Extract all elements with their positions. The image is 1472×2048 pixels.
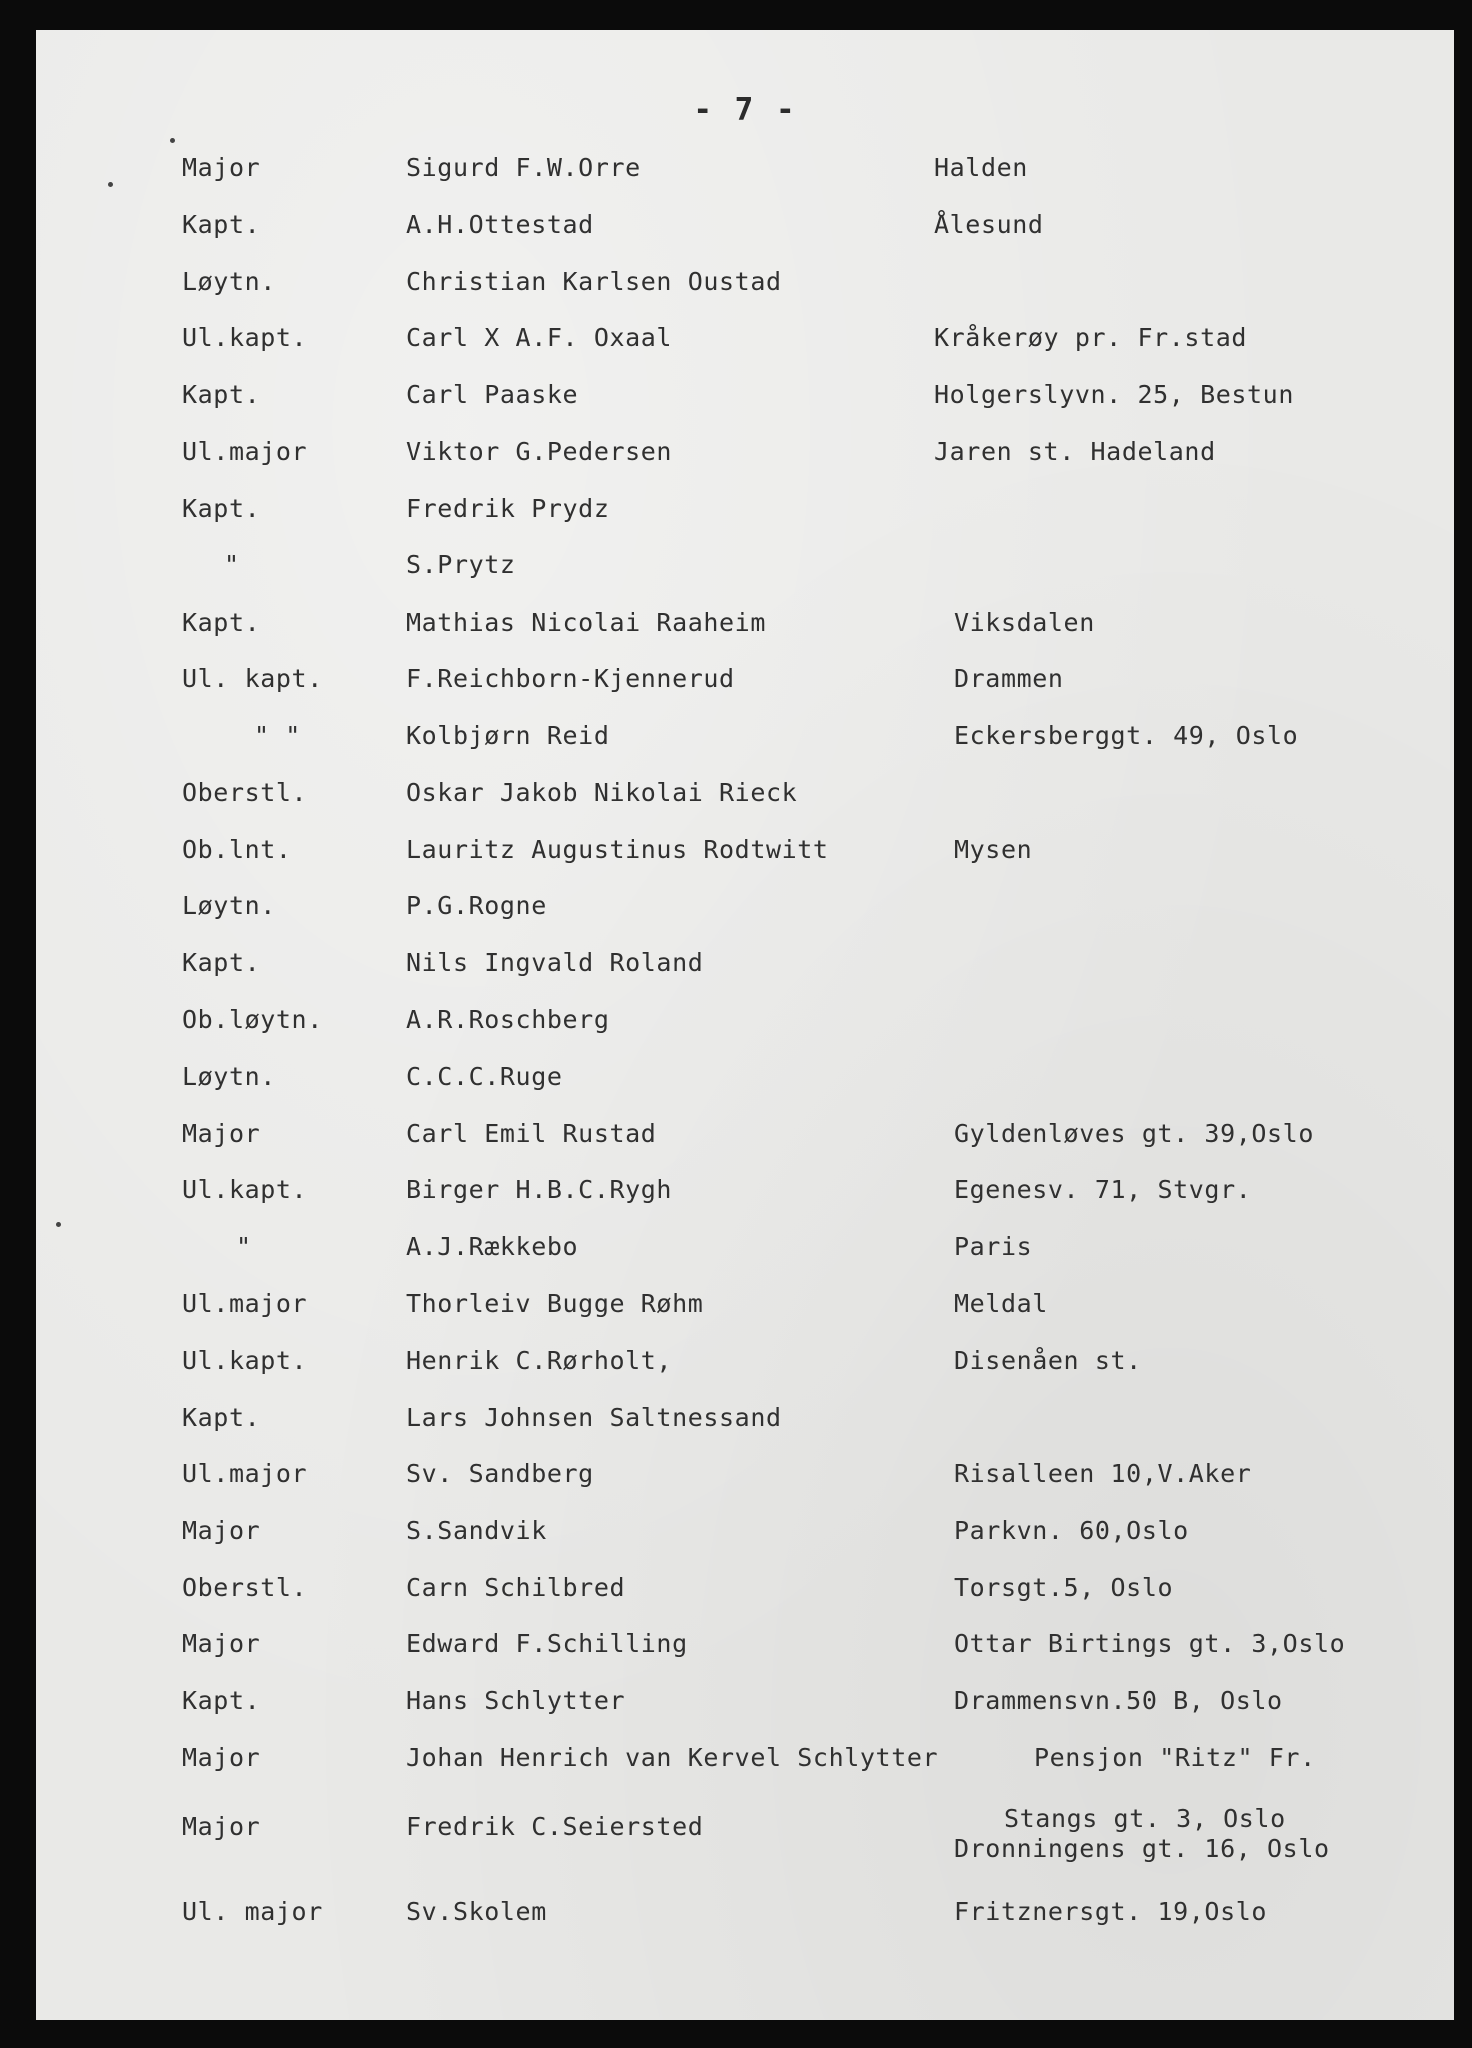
address: Paris bbox=[954, 1232, 1033, 1261]
rank: Ob.lnt. bbox=[182, 835, 292, 864]
rank: Ul.kapt. bbox=[182, 1346, 308, 1375]
address-line-2: Dronningens gt. 16, Oslo bbox=[954, 1834, 1330, 1863]
address: Holgerslyvn. 25, Bestun bbox=[934, 380, 1294, 409]
rank: Ul.major bbox=[182, 1459, 308, 1488]
rank: Major bbox=[182, 1516, 261, 1545]
list-item bbox=[36, 154, 1454, 200]
address: Kråkerøy pr. Fr.stad bbox=[934, 323, 1248, 352]
person-name: P.G.Rogne bbox=[406, 891, 547, 920]
rank: Oberstl. bbox=[182, 778, 308, 807]
person-name: Sv. Sandberg bbox=[406, 1459, 594, 1488]
address: Drammensvn.50 B, Oslo bbox=[954, 1686, 1283, 1715]
rank: Ul. kapt. bbox=[182, 664, 323, 693]
rank: Oberstl. bbox=[182, 1573, 308, 1602]
rank: Major bbox=[182, 1743, 261, 1772]
list-item bbox=[36, 1630, 1454, 1676]
list-item bbox=[36, 836, 1454, 882]
list-item bbox=[36, 211, 1454, 257]
list-item bbox=[36, 324, 1454, 370]
person-name: Christian Karlsen Oustad bbox=[406, 267, 782, 296]
rank: Kapt. bbox=[182, 948, 261, 977]
list-item bbox=[36, 1120, 1454, 1166]
address: Jaren st. Hadeland bbox=[934, 437, 1216, 466]
rank: Major bbox=[182, 1119, 261, 1148]
list-item bbox=[36, 1805, 1454, 1869]
rank: Kapt. bbox=[182, 380, 261, 409]
document-page bbox=[36, 30, 1454, 2020]
address: Eckersberggt. 49, Oslo bbox=[954, 721, 1299, 750]
rank: Kapt. bbox=[182, 494, 261, 523]
rank: Ob.løytn. bbox=[182, 1005, 323, 1034]
person-name: Johan Henrich van Kervel Schlytter bbox=[406, 1743, 939, 1772]
list-item bbox=[36, 438, 1454, 484]
person-name: Birger H.B.C.Rygh bbox=[406, 1175, 673, 1204]
person-name: Carl Emil Rustad bbox=[406, 1119, 657, 1148]
rank: Løytn. bbox=[182, 891, 276, 920]
rank: Kapt. bbox=[182, 1403, 261, 1432]
list-item bbox=[36, 779, 1454, 825]
list-item bbox=[36, 495, 1454, 541]
person-name: Thorleiv Bugge Røhm bbox=[406, 1289, 704, 1318]
list-item bbox=[36, 1460, 1454, 1506]
address: Halden bbox=[934, 153, 1028, 182]
list-item bbox=[36, 381, 1454, 427]
list-item bbox=[36, 1517, 1454, 1563]
list-item bbox=[36, 1347, 1454, 1393]
address: Mysen bbox=[954, 835, 1033, 864]
person-name: Viktor G.Pedersen bbox=[406, 437, 673, 466]
officer-list bbox=[36, 30, 1454, 2020]
person-name: Edward F.Schilling bbox=[406, 1629, 688, 1658]
person-name: A.H.Ottestad bbox=[406, 210, 594, 239]
person-name: Carl X A.F. Oxaal bbox=[406, 323, 673, 352]
list-item bbox=[36, 609, 1454, 655]
person-name: S.Sandvik bbox=[406, 1516, 547, 1545]
rank: Ul.kapt. bbox=[182, 323, 308, 352]
list-item bbox=[36, 1687, 1454, 1733]
ditto-mark: " bbox=[236, 1232, 252, 1261]
address: Ottar Birtings gt. 3,Oslo bbox=[954, 1629, 1346, 1658]
person-name: Hans Schlytter bbox=[406, 1686, 626, 1715]
person-name: Fredrik Prydz bbox=[406, 494, 610, 523]
rank: Major bbox=[182, 153, 261, 182]
rank: Kapt. bbox=[182, 608, 261, 637]
person-name: C.C.C.Ruge bbox=[406, 1062, 563, 1091]
address: Viksdalen bbox=[954, 608, 1095, 637]
list-item bbox=[36, 1404, 1454, 1450]
list-item bbox=[36, 551, 1454, 597]
address: Stangs gt. 3, Oslo bbox=[1004, 1804, 1286, 1833]
rank: Kapt. bbox=[182, 210, 261, 239]
address: Drammen bbox=[954, 664, 1064, 693]
person-name: Lars Johnsen Saltnessand bbox=[406, 1403, 782, 1432]
rank: Løytn. bbox=[182, 267, 276, 296]
rank: Major bbox=[182, 1812, 261, 1841]
person-name: Fredrik C.Seiersted bbox=[406, 1812, 704, 1841]
rank: Ul.kapt. bbox=[182, 1175, 308, 1204]
person-name: Oskar Jakob Nikolai Rieck bbox=[406, 778, 798, 807]
address: Risalleen 10,V.Aker bbox=[954, 1459, 1252, 1488]
ditto-mark: " bbox=[224, 550, 240, 579]
person-name: A.J.Rækkebo bbox=[406, 1232, 579, 1261]
rank: Ul. major bbox=[182, 1897, 323, 1926]
person-name: Carn Schilbred bbox=[406, 1573, 626, 1602]
person-name: S.Prytz bbox=[406, 550, 516, 579]
person-name: Sv.Skolem bbox=[406, 1897, 547, 1926]
ditto-mark: " " bbox=[254, 721, 301, 750]
list-item bbox=[36, 1898, 1454, 1944]
list-item bbox=[36, 892, 1454, 938]
list-item bbox=[36, 1176, 1454, 1222]
address: Meldal bbox=[954, 1289, 1048, 1318]
person-name: F.Reichborn-Kjennerud bbox=[406, 664, 735, 693]
list-item bbox=[36, 665, 1454, 711]
rank: Ul.major bbox=[182, 1289, 308, 1318]
rank: Ul.major bbox=[182, 437, 308, 466]
person-name: Nils Ingvald Roland bbox=[406, 948, 704, 977]
person-name: Mathias Nicolai Raaheim bbox=[406, 608, 766, 637]
address: Torsgt.5, Oslo bbox=[954, 1573, 1174, 1602]
list-item bbox=[36, 1290, 1454, 1336]
person-name: Carl Paaske bbox=[406, 380, 579, 409]
address: Pensjon "Ritz" Fr. bbox=[1034, 1743, 1316, 1772]
person-name: Lauritz Augustinus Rodtwitt bbox=[406, 835, 829, 864]
person-name: Kolbjørn Reid bbox=[406, 721, 610, 750]
address: Disenåen st. bbox=[954, 1346, 1142, 1375]
list-item bbox=[36, 1063, 1454, 1109]
address: Ålesund bbox=[934, 210, 1044, 239]
rank: Major bbox=[182, 1629, 261, 1658]
list-item bbox=[36, 1744, 1454, 1790]
list-item bbox=[36, 949, 1454, 995]
page-number: - 7 - bbox=[693, 92, 797, 128]
person-name: Henrik C.Rørholt, bbox=[406, 1346, 673, 1375]
person-name: A.R.Roschberg bbox=[406, 1005, 610, 1034]
person-name: Sigurd F.W.Orre bbox=[406, 153, 641, 182]
address: Gyldenløves gt. 39,Oslo bbox=[954, 1119, 1314, 1148]
list-item bbox=[36, 722, 1454, 768]
list-item bbox=[36, 268, 1454, 314]
address: Fritznersgt. 19,Oslo bbox=[954, 1897, 1268, 1926]
address: Parkvn. 60,Oslo bbox=[954, 1516, 1189, 1545]
list-item bbox=[36, 1574, 1454, 1620]
rank: Løytn. bbox=[182, 1062, 276, 1091]
list-item bbox=[36, 1233, 1454, 1279]
list-item bbox=[36, 1006, 1454, 1052]
rank: Kapt. bbox=[182, 1686, 261, 1715]
address: Egenesv. 71, Stvgr. bbox=[954, 1175, 1252, 1204]
